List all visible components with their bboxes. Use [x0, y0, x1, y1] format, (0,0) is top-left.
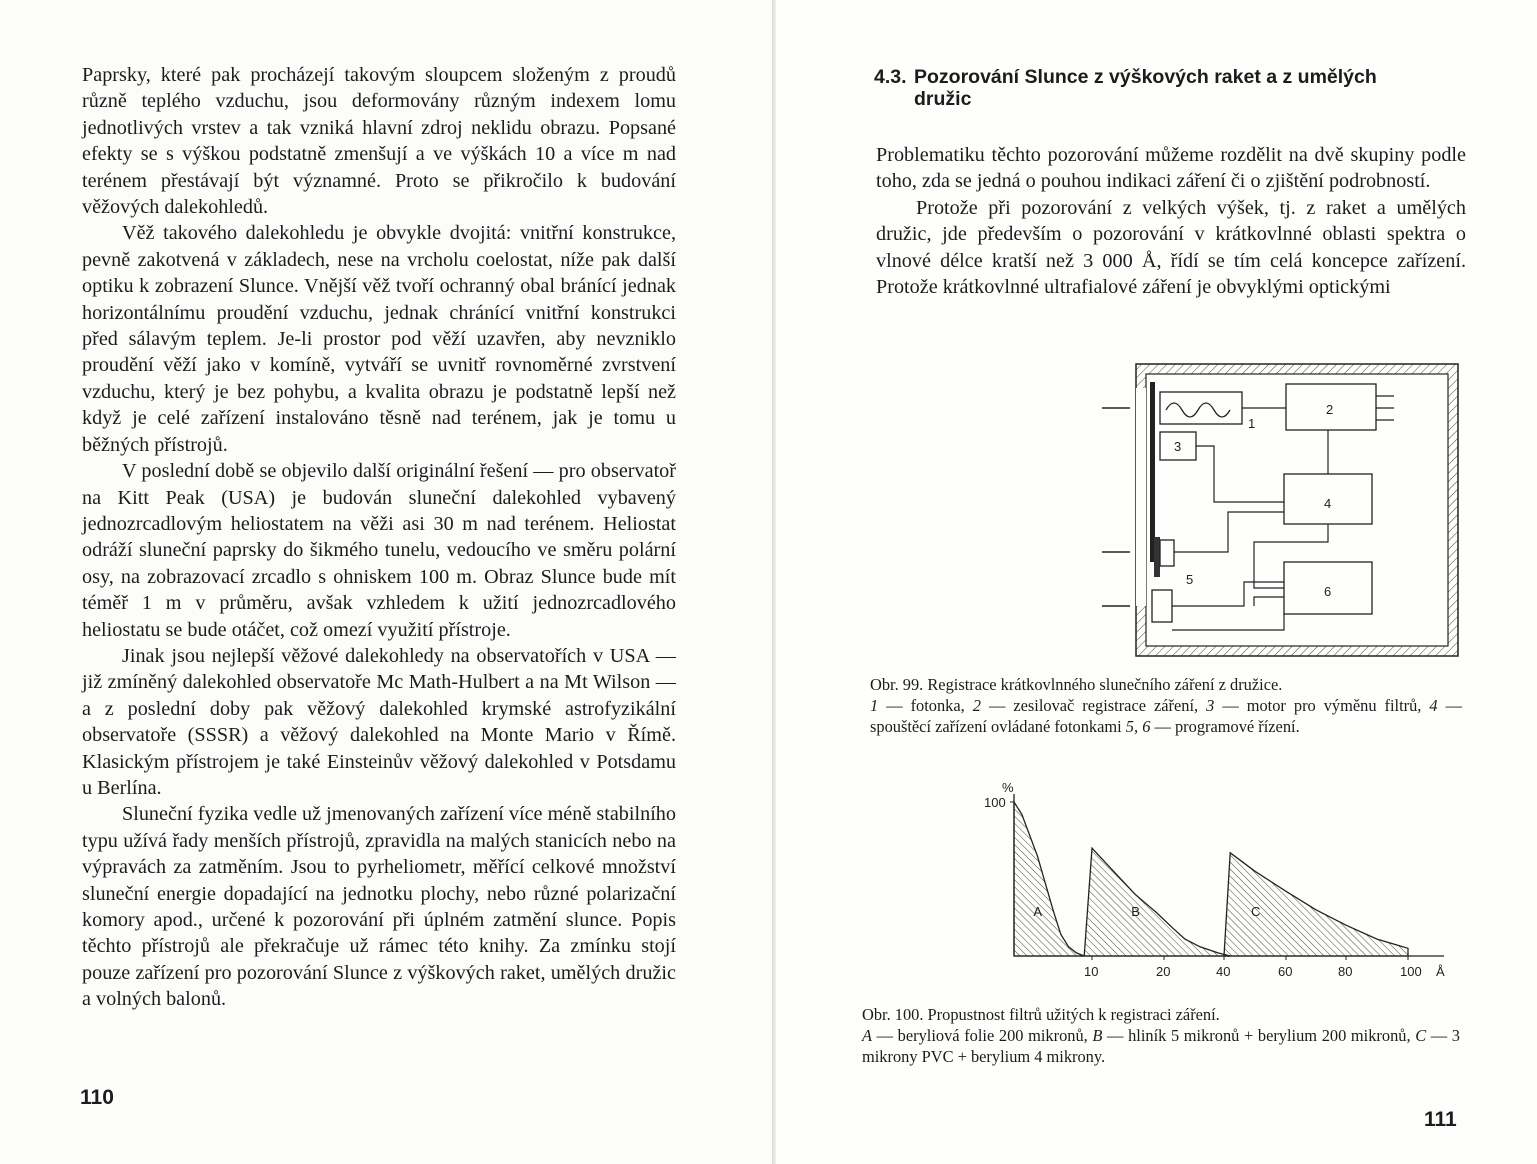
y-axis-label: % [1002, 780, 1014, 795]
caption-text: — motor pro výměnu filtrů, [1214, 696, 1430, 715]
label-6: 6 [1324, 584, 1332, 599]
x-tick-label-20: 20 [1156, 964, 1171, 979]
section-number: 4.3. [874, 66, 907, 88]
figure-99-diagram [1094, 352, 1470, 666]
filter-strip [1150, 382, 1155, 562]
section-title-line2: družic [914, 88, 972, 110]
x-axis-unit: Å [1436, 964, 1445, 979]
page-number-right: 111 [1424, 1108, 1457, 1131]
caption-head: Obr. 100. Propustnost filtrů užitých k registraci záření. [862, 1005, 1220, 1024]
x-tick-label-10: 10 [1084, 964, 1099, 979]
caption-num: 4 [1429, 696, 1438, 715]
paragraph: V poslední době se objevilo další originální řešení — pro observatoř na Kitt Peak (USA) je budován sluneční dalekohled vybavený jednozrcadlovým heliostatem na věži asi 30 m nad terénem. Heliostat odráží sluneční paprsky do šikmého tunelu, vedoucího ve směru polární osy, na zobrazovací zrcadlo s ohniskem 100 m. Obraz Slunce bude mít téměř 1 m v průměru, avšak vzhledem k užití jednozrcadlového heliostatu se bude otáčet, což omezí využití přístroje. [82, 460, 676, 641]
figure-100-chart [974, 776, 1460, 984]
caption-text: — 3 mikrony PVC + berylium 4 mikrony. [862, 1026, 1461, 1066]
section-heading [874, 66, 1474, 110]
label-1: 1 [1248, 416, 1256, 431]
left-page-text [82, 62, 676, 1013]
caption-num: A [862, 1026, 873, 1045]
right-page [776, 0, 1537, 1164]
x-tick-label-60: 60 [1278, 964, 1293, 979]
label-2: 2 [1326, 402, 1334, 417]
paragraph: Věž takového dalekohledu je obvykle dvojitá: vnitřní konstrukce, pevně zakotvená v základech, nese na vrcholu coelostat, níže pak další optiku k zobrazení Slunce. Vnější věž tvoří ochranný obal bránící jednak horizontálnímu proudění vzduchu, jednak chránící vnitřní konstrukci před sálavým teplem. Je-li prostor pod věží uzavřen, aby nevzniklo proudění věží jako v komíně, vytváří se uvnitř rovnoměrné zvrstvení vzduchu, který je bez pohybu, a kvalita obrazu je podstatně lepší než když je celé zařízení instalováno těsně nad terénem, jak je tomu u běžných přístrojů. [82, 222, 676, 456]
series-label-C: C [1251, 904, 1261, 919]
caption-text: — spouštěcí zařízení ovládané fotonkami [870, 696, 1462, 736]
photocell-5-strip [1154, 537, 1160, 577]
series-A-area [1014, 802, 1084, 956]
x-tick-label-100: 100 [1400, 964, 1422, 979]
caption-num: 5, 6 [1125, 717, 1151, 736]
paragraph: Protože při pozorování z velkých výšek, tj. z raket a umělých družic, jde především o pozorování v krátkovlnné oblasti spektra o vlnové délce kratší než 3 000 Å, řídí se tím celá koncepce zařízení. Protože krátkovlnné ultrafialové záření je obvyklými optickými [876, 196, 1466, 299]
caption-text: — zesilovač registrace záření, [980, 696, 1207, 715]
caption-items [862, 1025, 1460, 1067]
label-4: 4 [1324, 496, 1332, 511]
paragraph: Problematiku těchto pozorování můžeme rozdělit na dvě skupiny podle toho, zda se jedná o pouhou indikaci záření či o zjištění podrobností. [876, 144, 1466, 193]
x-tick-label-80: 80 [1338, 964, 1353, 979]
label-3: 3 [1174, 439, 1182, 454]
caption-items [870, 695, 1462, 737]
caption-num: C [1415, 1026, 1427, 1045]
page-number-left: 110 [80, 1086, 114, 1109]
figure-100-caption [862, 1004, 1460, 1067]
right-page-text [876, 142, 1466, 300]
paragraph: Sluneční fyzika vedle už jmenovaných zařízení více méně stabilního typu užívá řady menších přístrojů, zpravidla na malých stanicích nebo na výpravách za zatměním. Jsou to pyrheliometr, měřící celkové množství sluneční energie dopadající na jednotku plochy, nebo různé polarizační komory apod., určené k pozorování při úplném zatmění slunce. Popis těchto přístrojů ale překračuje už rámec této knihy. Za zmínku stojí pouze zařízení pro pozorování Slunce z výškových raket, umělých družic a volných balonů. [82, 803, 676, 1011]
section-title-line1: Pozorování Slunce z výškových raket a z umělých [914, 66, 1377, 88]
figure-99-caption [870, 674, 1462, 737]
caption-text: — programové řízení. [1150, 717, 1300, 736]
y-tick-label: 100 [984, 795, 1006, 810]
caption-head: Obr. 99. Registrace krátkovlnného slunečního záření z družice. [870, 675, 1283, 694]
caption-num: 3 [1206, 696, 1215, 715]
label-5: 5 [1186, 572, 1194, 587]
series-B-area [1084, 848, 1230, 956]
series-label-A: A [1033, 904, 1043, 919]
paragraph: Paprsky, které pak procházejí takovým sloupcem složeným z proudů různě teplého vzduchu, jsou deformovány různým indexem lomu jednotlivých vrstev a tak vzniká hlavní zdroj neklidu obrazu. Popsané efekty se s výškou podstatně zmenšují a ve výškách 10 a více m nad terénem přestávají být významné. Proto se přikročilo k budování věžových dalekohledů. [82, 64, 676, 219]
paragraph: Jinak jsou nejlepší věžové dalekohledy na observatořích v USA — již zmíněný dalekohled observatoře Mc Math-Hulbert a na Mt Wilson — a z poslední doby pak věžový dalekohled krymské astrofyzikální observatoře (SSSR) a věžový dalekohled na Monte Mario v Římě. Klasickým přístrojem je také Einsteinův věžový dalekohled v Potsdamu u Berlína. [82, 644, 676, 799]
caption-text: — beryliová folie 200 mikronů, [872, 1026, 1093, 1045]
caption-num: 2 [972, 696, 981, 715]
x-tick-label-40: 40 [1216, 964, 1231, 979]
caption-text: — fotonka, [878, 696, 973, 715]
caption-num: B [1092, 1026, 1103, 1045]
series-label-B: B [1131, 904, 1140, 919]
caption-text: — hliník 5 mikronů + berylium 200 mikronů, [1102, 1026, 1416, 1045]
casing-interior [1146, 374, 1448, 646]
caption-num: 1 [870, 696, 879, 715]
